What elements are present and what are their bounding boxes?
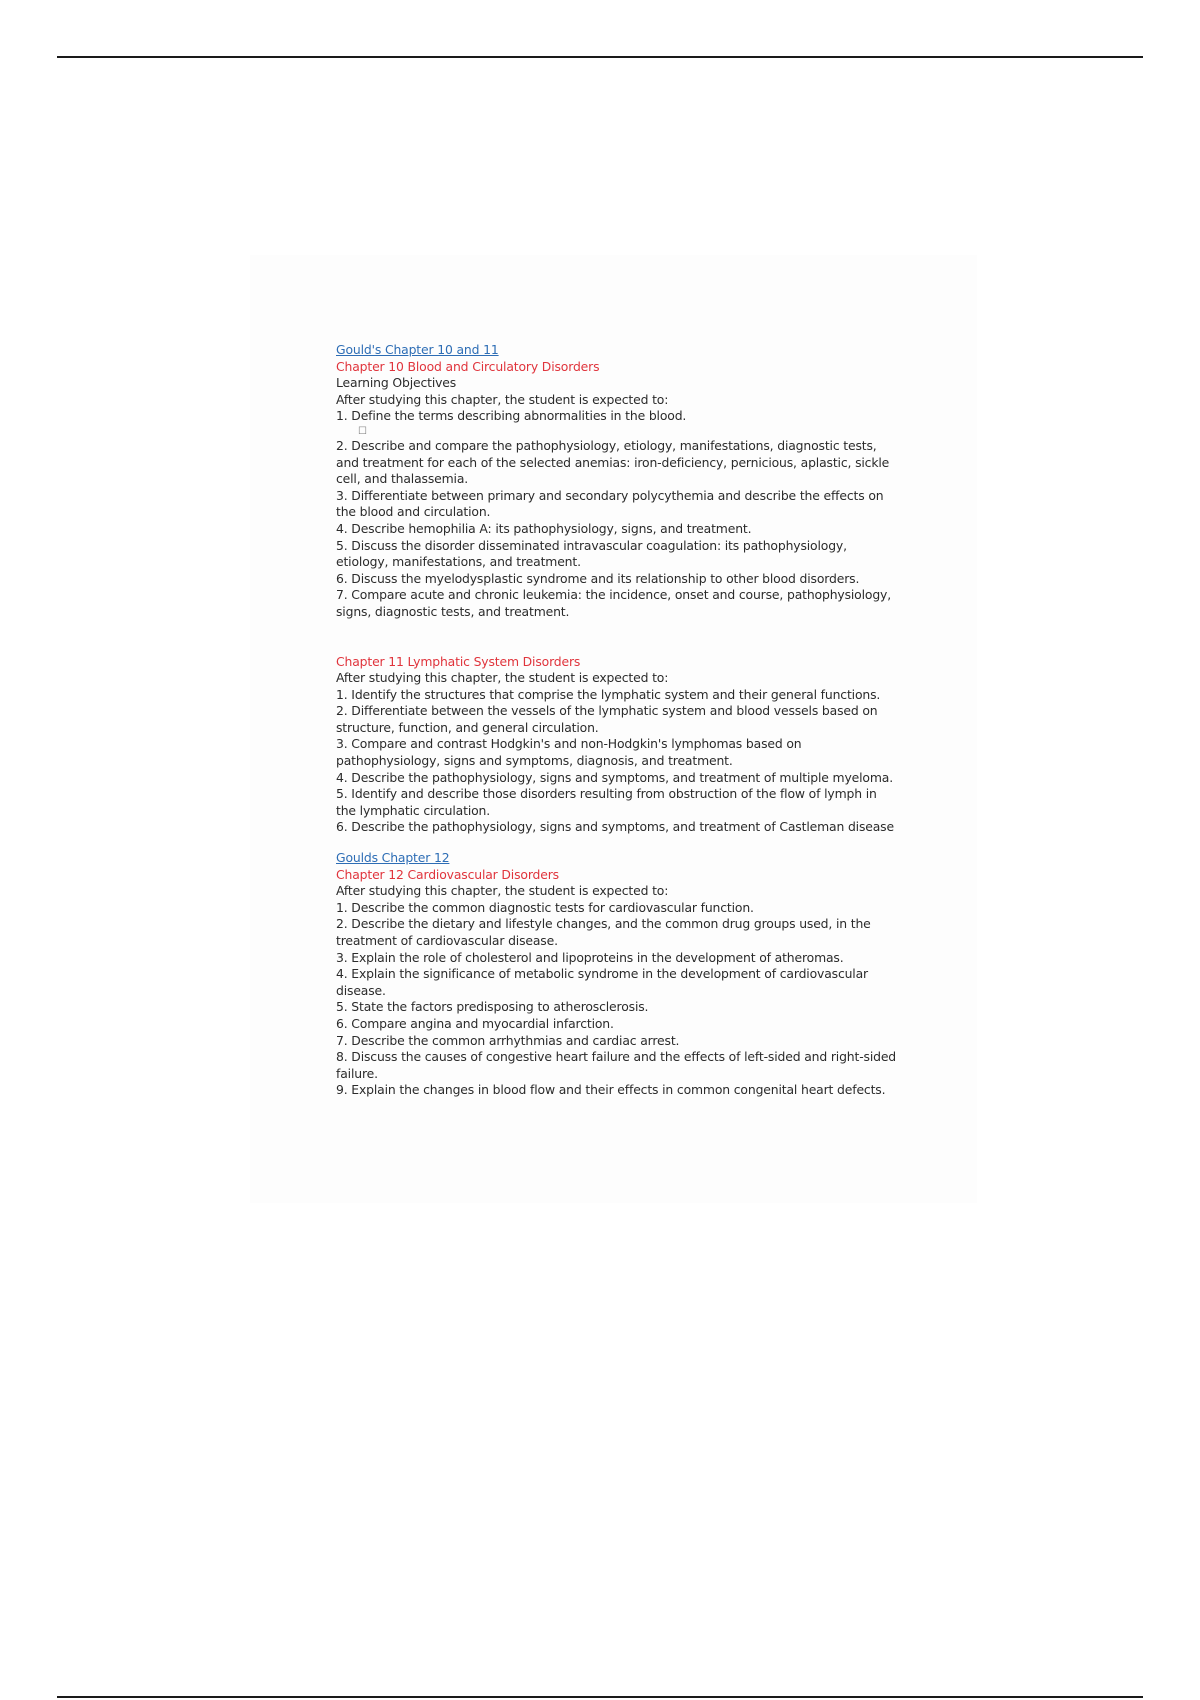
section1-title-link[interactable]: Gould's Chapter 10 and 11 (336, 342, 499, 357)
ch11-objective-2-line-2: structure, function, and general circulation. (336, 719, 599, 735)
section1-intro: After studying this chapter, the student is expected to: (336, 391, 669, 407)
learning-objectives-heading: Learning Objectives (336, 375, 457, 391)
chapter-11-heading: Chapter 11 Lymphatic System Disorders (336, 653, 581, 669)
bottom-rule (57, 1696, 1143, 1698)
ch10-objective-7-line-2: signs, diagnostic tests, and treatment. (336, 603, 570, 619)
ch11-objective-1: 1. Identify the structures that comprise the lymphatic system and their general functions. (336, 686, 881, 702)
ch12-objective-4-line-2: disease. (336, 982, 386, 998)
ch11-objective-4: 4. Describe the pathophysiology, signs and symptoms, and treatment of multiple myeloma. (336, 769, 893, 785)
ch12-objective-1: 1. Describe the common diagnostic tests for cardiovascular function. (336, 899, 754, 915)
ch10-objective-5-line-1: 5. Discuss the disorder disseminated intravascular coagulation: its pathophysiology, (336, 537, 847, 553)
ch10-objective-2-line-2: and treatment for each of the selected anemias: iron-deficiency, pernicious, aplastic, sickle (336, 454, 890, 470)
ch11-objective-5-line-1: 5. Identify and describe those disorders resulting from obstruction of the flow of lymph in (336, 786, 877, 802)
ch10-objective-1: 1. Define the terms describing abnormalities in the blood. (336, 408, 687, 424)
ch10-objective-7-line-1: 7. Compare acute and chronic leukemia: the incidence, onset and course, pathophysiology, (336, 587, 892, 603)
ch11-objective-3-line-1: 3. Compare and contrast Hodgkin's and non-Hodgkin's lymphomas based on (336, 736, 802, 752)
ch10-objective-4: 4. Describe hemophilia A: its pathophysiology, signs, and treatment. (336, 520, 752, 536)
ch12-objective-8-line-1: 8. Discuss the causes of congestive heart failure and the effects of left-sided and right-sided (336, 1049, 897, 1065)
ch12-objective-8-line-2: failure. (336, 1065, 378, 1081)
ch12-objective-3: 3. Explain the role of cholesterol and lipoproteins in the development of atheromas. (336, 949, 844, 965)
ch12-objective-7: 7. Describe the common arrhythmias and cardiac arrest. (336, 1032, 680, 1048)
ch11-objective-5-line-2: the lymphatic circulation. (336, 802, 491, 818)
ch12-objective-9: 9. Explain the changes in blood flow and their effects in common congenital heart defects. (336, 1082, 886, 1098)
document-text (336, 342, 936, 1099)
ch10-objective-6: 6. Discuss the myelodysplastic syndrome and its relationship to other blood disorders. (336, 570, 860, 586)
ch10-objective-5-line-2: etiology, manifestations, and treatment. (336, 554, 581, 570)
ch11-objective-2-line-1: 2. Differentiate between the vessels of the lymphatic system and blood vessels based on (336, 703, 878, 719)
ch10-objective-3-line-2: the blood and circulation. (336, 504, 491, 520)
top-rule (57, 56, 1143, 58)
ch10-objective-3-line-1: 3. Differentiate between primary and secondary polycythemia and describe the effects on (336, 487, 884, 503)
chapter-12-heading: Chapter 12 Cardiovascular Disorders (336, 866, 559, 882)
ch10-objective-2-line-1: 2. Describe and compare the pathophysiology, etiology, manifestations, diagnostic tests, (336, 437, 877, 453)
ch12-objective-2-line-1: 2. Describe the dietary and lifestyle changes, and the common drug groups used, in the (336, 916, 871, 932)
ch10-objective-2-line-3: cell, and thalassemia. (336, 471, 469, 487)
chapter-10-heading: Chapter 10 Blood and Circulatory Disorders (336, 358, 600, 374)
ch12-objective-6: 6. Compare angina and myocardial infarction. (336, 1015, 614, 1031)
ch11-objective-6: 6. Describe the pathophysiology, signs and symptoms, and treatment of Castleman disease (336, 819, 894, 835)
ch12-objective-4-line-1: 4. Explain the significance of metabolic syndrome in the development of cardiovascular (336, 966, 868, 982)
section3-intro: After studying this chapter, the student is expected to: (336, 883, 669, 899)
placeholder-glyph-icon: ☐ (358, 425, 367, 437)
section2-intro: After studying this chapter, the student is expected to: (336, 670, 669, 686)
ch11-objective-3-line-2: pathophysiology, signs and symptoms, diagnosis, and treatment. (336, 753, 733, 769)
section3-title-link[interactable]: Goulds Chapter 12 (336, 850, 450, 866)
ch12-objective-5: 5. State the factors predisposing to atherosclerosis. (336, 999, 649, 1015)
ch12-objective-2-line-2: treatment of cardiovascular disease. (336, 933, 558, 948)
